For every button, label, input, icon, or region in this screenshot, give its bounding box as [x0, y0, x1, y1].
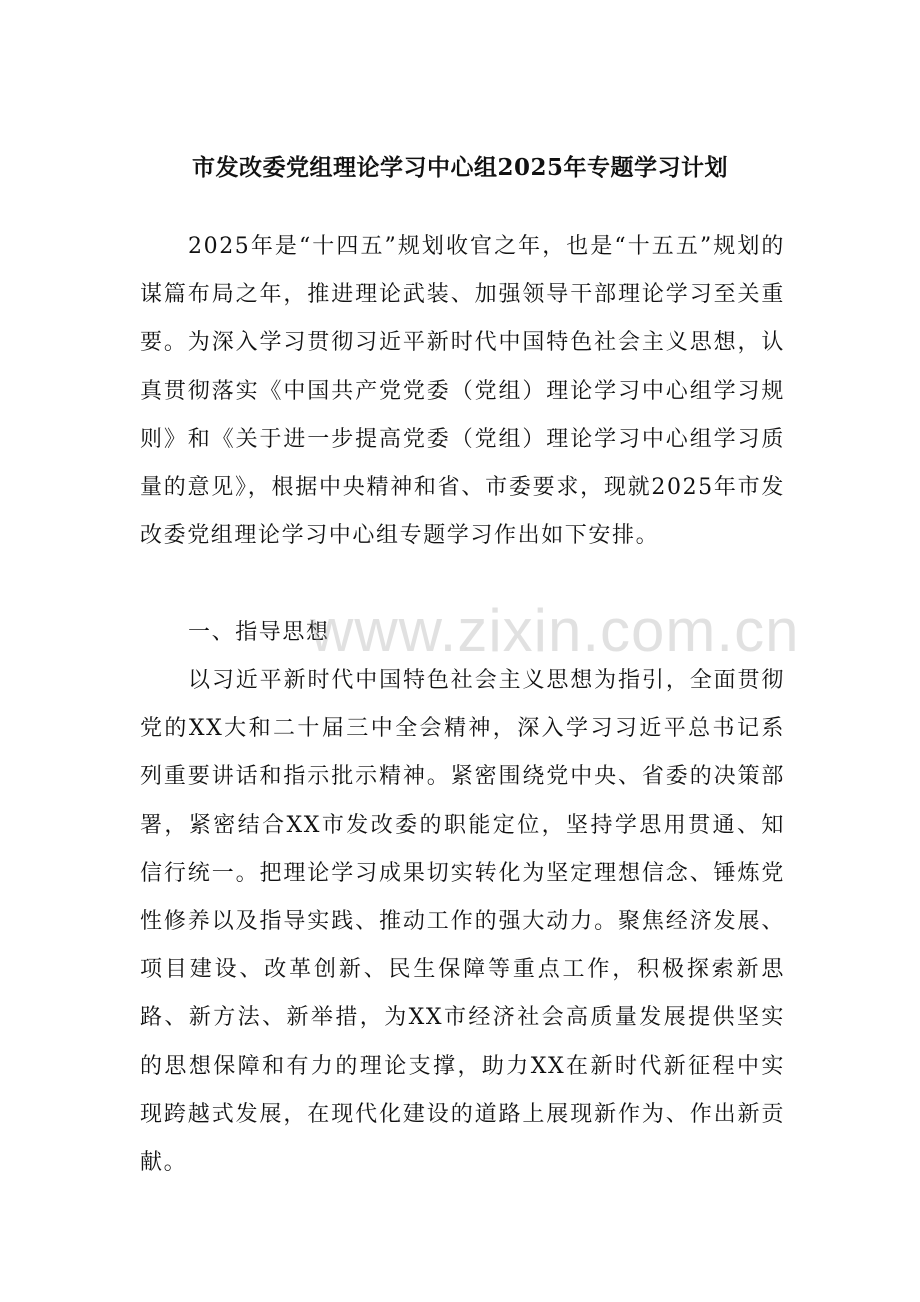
- watermark: www.zixin.com.cn: [310, 597, 800, 664]
- intro-paragraph: 2025年是“十四五”规划收官之年，也是“十五五”规划的谋篇布局之年，推进理论武装、加强领导干部理论学习至关重要。为深入学习贯彻习近平新时代中国特色社会主义思想，认真贯彻落实《中国共产党党委（党组）理论学习中心组学习规则》和《关于进一步提高党委（党组）理论学习中心组学习质量的意见》，根据中央精神和省、市委要求，现就2025年市发改委党组理论学习中心组专题学习作出如下安排。: [140, 234, 785, 549]
- section-heading-guiding-ideology: 一、指导思想: [188, 620, 330, 645]
- guiding-ideology-paragraph: 以习近平新时代中国特色社会主义思想为指引，全面贯彻党的XX大和二十届三中全会精神，深入学习习近平总书记系列重要讲话和指示批示精神。紧密围绕党中央、省委的决策部署，紧密结合XX市发改委的职能定位，坚持学思用贯通、知信行统一。把理论学习成果切实转化为坚定理想信念、锤炼党性修养以及指导实践、推动工作的强大动力。聚焦经济发展、项目建设、改革创新、民生保障等重点工作，积极探索新思路、新方法、新举措，为XX市经济社会高质量发展提供坚实的思想保障和有力的理论支撑，助力XX在新时代新征程中实现跨越式发展，在现代化建设的道路上展现新作为、作出新贡献。: [140, 668, 785, 1176]
- document-title: 市发改委党组理论学习中心组2025年专题学习计划: [191, 154, 728, 181]
